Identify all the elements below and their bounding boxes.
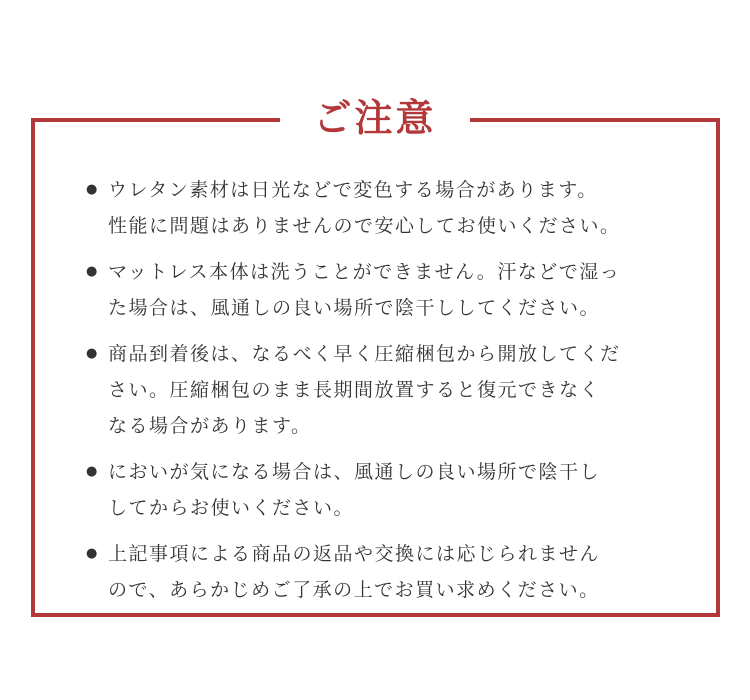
notice-line: さい。圧縮梱包のまま長期間放置すると復元できなく [108, 379, 601, 401]
bullet-icon: ● [86, 346, 99, 361]
notice-item-5 [86, 536, 686, 608]
bullet-icon: ● [86, 464, 99, 479]
notice-line: 上記事項による商品の返品や交換には応じられません [108, 543, 601, 565]
notice-item-3 [86, 336, 686, 444]
notice-line: マットレス本体は洗うことができません。汗などで湿っ [108, 261, 621, 283]
notice-line: においが気になる場合は、風通しの良い場所で陰干し [108, 461, 601, 483]
notice-title: ご注意 [280, 88, 470, 148]
notice-item-1 [86, 172, 686, 244]
notice-line: ウレタン素材は日光などで変色する場合があります。 [108, 179, 598, 201]
notice-list [86, 172, 686, 618]
notice-line: 性能に問題はありませんので安心してお使いください。 [108, 215, 621, 237]
notice-line: してからお使いください。 [108, 497, 355, 519]
bullet-icon: ● [86, 264, 99, 279]
notice-line: なる場合があります。 [108, 415, 312, 437]
bullet-icon: ● [86, 546, 99, 561]
notice-line: ので、あらかじめご了承の上でお買い求めください。 [108, 579, 600, 601]
bullet-icon: ● [86, 182, 99, 197]
notice-item-4 [86, 454, 686, 526]
notice-line: た場合は、風通しの良い場所で陰干ししてください。 [108, 297, 601, 319]
notice-line: 商品到着後は、なるべく早く圧縮梱包から開放してくだ [108, 343, 621, 365]
notice-item-2 [86, 254, 686, 326]
